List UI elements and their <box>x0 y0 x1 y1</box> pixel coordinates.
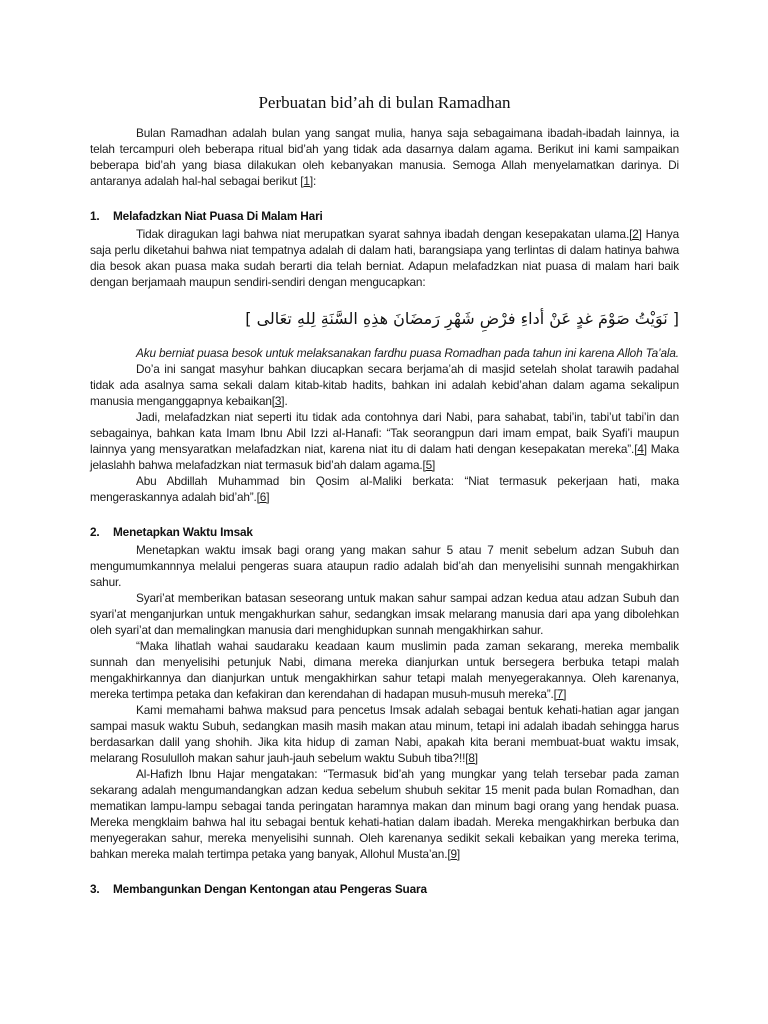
paragraph-text: Syari’at memberikan batasan seseorang untuk makan sahur sampai adzan kedua atau adzan Subuh dan syari’at menganjurkan untuk mengakhurkan sahur, sedangkan imsak melarang manusia dari apa yang dibolehkan oleh syari’at dan memalingkan manusia dari menghidupkan sunnah mengakhirkan sahur. <box>90 591 679 637</box>
footnote-ref-8[interactable]: [8] <box>465 751 478 765</box>
section-2-paragraph-3 <box>90 638 679 702</box>
paragraph-text: : <box>312 174 317 188</box>
footnote-ref-3[interactable]: [3] <box>271 394 285 408</box>
section-2-paragraph-5 <box>90 766 679 862</box>
paragraph-text: Kami memahami bahwa maksud para pencetus Imsak adalah sebagai bentuk kehati-hatian agar jangan sampai masuk waktu Subuh, sedangkan masih masih makan atau minum, tetapi ini adalah ibadah sehingga harus berdasarkan dalil yang shohih. Jika kita hidup di zaman Nabi, apakah kita berani membuat-buat waktu imsak, melarang Rosululloh makan sahur jauh-jauh sebelum waktu Subuh tiba?!! <box>90 703 679 765</box>
section-1-title: Melafadzkan Niat Puasa Di Malam Hari <box>113 209 323 223</box>
footnote-ref-4[interactable]: [4] <box>634 442 647 456</box>
paragraph-text: “Maka lihatlah wahai saudaraku keadaan kaum muslimin pada zaman sekarang, mereka membalik sunnah dan menyelisihi petunjuk Nabi, dimana mereka dianjurkan untuk bersegera berbuka tetapi malah mengakhirkannya dan dianjurkan untuk mengakhirkan sahur tetapi malah menyegerakannya. Oleh karenanya, mereka tertimpa petaka dan kefakiran dan kerendahan di hadapan musuh-musuh mereka”. <box>90 639 679 701</box>
paragraph-text: Do’a ini sangat masyhur bahkan diucapkan secara berjama’ah di masjid setelah sholat tarawih padahal tidak ada asalnya sama sekali dalam kitab-kitab hadits, bahkan ini adalah kebid’ahan dalam agama sekalipun manusia menganggapnya kebaikan <box>90 362 679 408</box>
paragraph-text: Menetapkan waktu imsak bagi orang yang makan sahur 5 atau 7 menit sebelum adzan Subuh dan mengumumkannnya melalui pengeras suara ataupun radio adalah bid’ah dan menyelisihi sunnah mengakhirkan sahur. <box>90 543 679 589</box>
footnote-ref-6[interactable]: [6] <box>256 490 270 504</box>
footnote-ref-5[interactable]: [5] <box>422 458 436 472</box>
document-title: Perbuatan bid’ah di bulan Ramadhan <box>258 93 511 112</box>
section-3-heading <box>90 881 679 897</box>
paragraph-text: Al-Hafizh Ibnu Hajar mengatakan: “Termasuk bid’ah yang mungkar yang telah tersebar pada zaman sekarang adalah mengumandangkan adzan kedua sebelum shubuh sekitar 15 menit pada bulan Romadhan, dan mematikan lampu-lampu sebagai tanda peringatan haramnya makan dan minum bagi orang yang hendak puasa. Mereka mengklaim bahwa hal itu sebagai bentuk kehati-hatian dalam ibadah. Mereka mengakhirkan berbuka dan menyegerakan sahur, mereka menyelisihi sunnah. Oleh karenanya sedikit sekali kebaikan yang mereka terima, bahkan mereka malah tertimpa petaka yang banyak, Allohul Musta’an. <box>90 767 679 861</box>
footnote-ref-1[interactable]: [1] <box>300 174 313 188</box>
section-1-number: 1. <box>90 209 100 223</box>
paragraph-text: Bulan Ramadhan adalah bulan yang sangat mulia, hanya saja sebagaimana ibadah-ibadah lainnya, ia telah tercampuri oleh beberapa ritual bid’ah yang tidak ada dasarnya dalam agama. Berikut ini kami sampaikan beberapa bid’ah yang biasa dilakukan oleh kebanyakan manusia. Semoga Allah menyelamatkan darinya. Di antaranya adalah hal-hal sebagai berikut <box>90 126 679 188</box>
section-2-heading <box>90 524 679 540</box>
section-2-paragraph-4 <box>90 702 679 766</box>
intro-paragraph <box>90 125 679 189</box>
section-1-paragraph-3 <box>90 409 679 473</box>
niat-translation: Aku berniat puasa besok untuk melaksanakan fardhu puasa Romadhan pada tahun ini karena Alloh Ta’ala. <box>136 346 679 360</box>
footnote-ref-7[interactable]: [7] <box>553 687 567 701</box>
footnote-ref-2[interactable]: [2] <box>629 227 642 241</box>
footnote-ref-9[interactable]: [9] <box>447 847 461 861</box>
section-2-title: Menetapkan Waktu Imsak <box>113 525 253 539</box>
section-3-number: 3. <box>90 882 100 896</box>
paragraph-text: Tidak diragukan lagi bahwa niat merupatkan syarat sahnya ibadah dengan kesepakatan ulama. <box>136 227 630 241</box>
document-body <box>90 92 679 899</box>
section-1-heading <box>90 208 679 224</box>
section-3-title: Membangunkan Dengan Kentongan atau Pengeras Suara <box>113 882 427 896</box>
arabic-niat-text: [ نَوَيْتُ صَوْمَ غدٍ عَنْ أداءِ فرْضِ شَهْرِ رَمضَانَ هذِهِ السَّنَةِ لِلهِ تعَالى ] <box>245 309 679 328</box>
section-1-paragraph-4 <box>90 473 679 505</box>
paragraph-text: . <box>284 394 288 408</box>
paragraph-text: Jadi, melafadzkan niat seperti itu tidak ada contohnya dari Nabi, para sahabat, tabi’in, tabi’ut tabi’in dan sebagainya, bahkan kata Imam Ibnu Abil Izzi al-Hanafi: “Tak seorangpun dari imam empat, baik Syafi’i maupun lainnya yang mensyaratkan melafadzkan niat, karena niat itu di dalam hati dengan kesepakatan mereka”. <box>90 410 679 456</box>
section-1-paragraph-1 <box>90 226 679 290</box>
paragraph-text: Hanya saja perlu diketahui bahwa niat tempatnya adalah di dalam hati, barangsiapa yang terlintas di dalam hatinya bahwa dia besok akan puasa maka sudah berarti dia telah berniat. Adapun melafadzkan niat puasa di malam hari baik dengan berjamaah maupun sendiri-sendiri dengan mengucapkan: <box>90 227 679 289</box>
paragraph-text: Abu Abdillah Muhammad bin Qosim al-Maliki berkata: “Niat termasuk pekerjaan hati, maka mengeraskannya adalah bid’ah”. <box>90 474 679 504</box>
section-2-paragraph-1 <box>90 542 679 590</box>
section-2-paragraph-2 <box>90 590 679 638</box>
paragraph-text: Maka jelaslahh bahwa melafadzkan niat termasuk bid’ah dalam agama. <box>90 442 679 472</box>
section-1-paragraph-2 <box>90 361 679 409</box>
section-2-number: 2. <box>90 525 100 539</box>
